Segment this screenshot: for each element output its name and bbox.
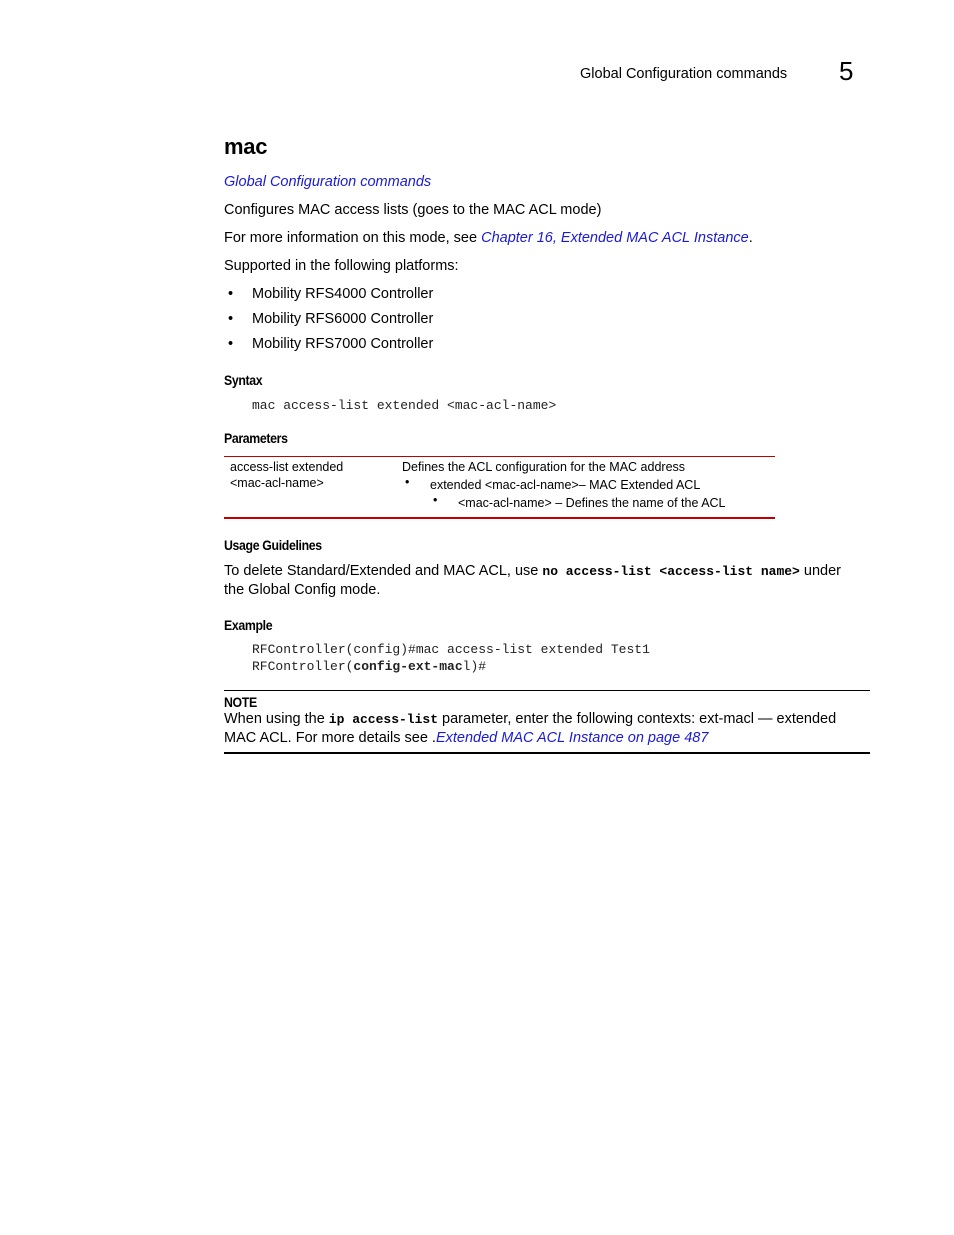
param-description: Defines the ACL configuration for the MAC address (402, 460, 686, 474)
list-item: • Mobility RFS6000 Controller (228, 311, 434, 327)
breadcrumb (224, 174, 431, 190)
table-top-rule (224, 456, 775, 457)
note-top-rule (224, 690, 870, 691)
bullet-icon: • (228, 311, 234, 327)
more-info-suffix: . (748, 230, 753, 246)
chapter-link[interactable]: Chapter 16, Extended MAC ACL Instance (481, 230, 749, 246)
list-item: • Mobility RFS7000 Controller (228, 336, 434, 352)
bullet-icon: • (405, 475, 410, 489)
platforms-intro: Supported in the following platforms: (224, 258, 459, 274)
list-item: • Mobility RFS4000 Controller (228, 286, 434, 302)
note-command: ip access-list (328, 712, 439, 727)
param-sub-item-2: <mac-acl-name> – Defines the name of the ACL (458, 496, 726, 510)
bullet-icon: • (228, 286, 234, 302)
note-heading: NOTE (224, 694, 257, 710)
param-name-line2: <mac-acl-name> (230, 476, 324, 490)
usage-command: no access-list <access-list name> (542, 564, 800, 579)
note-link[interactable]: Extended MAC ACL Instance on page 487 (435, 730, 709, 746)
description: Configures MAC access lists (goes to the MAC ACL mode) (224, 202, 602, 218)
more-info-prefix: For more information on this mode, see (224, 230, 482, 246)
table-bottom-rule (224, 517, 775, 519)
usage-line2: the Global Config mode. (224, 582, 381, 598)
bullet-icon: • (228, 336, 234, 352)
bullet-icon: • (433, 493, 438, 507)
param-name-line1: access-list extended (230, 460, 344, 474)
param-sub-item-1: extended <mac-acl-name>– MAC Extended ACL (430, 478, 701, 492)
note-bottom-rule (224, 752, 870, 754)
more-info (224, 230, 753, 246)
example-heading: Example (224, 617, 273, 633)
note-line2: MAC ACL. For more details see .Extended MAC ACL Instance on page 487 (224, 730, 709, 746)
page-title: mac (224, 134, 268, 159)
parameters-heading: Parameters (224, 430, 288, 446)
running-header-section: Global Configuration commands (580, 66, 788, 82)
chapter-number: 5 (839, 56, 854, 86)
example-line2: RFController(config-ext-macl)# (252, 659, 487, 674)
syntax-command: mac access-list extended <mac-acl-name> (252, 398, 557, 413)
example-line1: RFController(config)#mac access-list extended Test1 (252, 642, 650, 657)
note-line1: When using the ip access-list parameter, enter the following contexts: ext-macl — extended (224, 711, 837, 727)
breadcrumb-link[interactable]: Global Configuration commands (224, 174, 432, 190)
usage-line1: To delete Standard/Extended and MAC ACL, use no access-list <access-list name> under (224, 563, 841, 579)
usage-heading: Usage Guidelines (224, 537, 322, 553)
syntax-heading: Syntax (224, 372, 263, 388)
